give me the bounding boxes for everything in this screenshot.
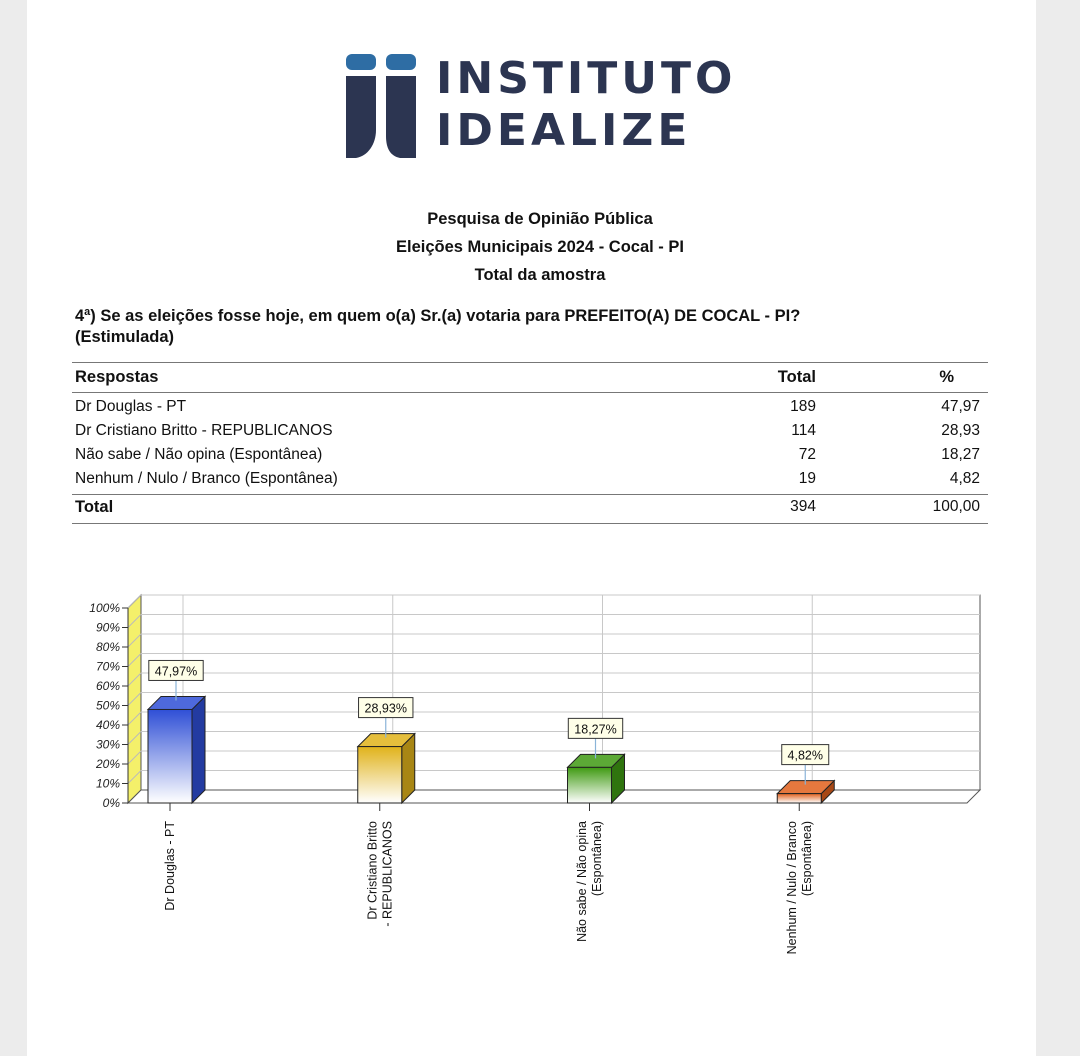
brand-line1: INSTITUTO <box>436 53 737 104</box>
y-tick-label: 100% <box>89 601 120 615</box>
category-label: (Espontânea) <box>590 821 604 897</box>
total-count: 394 <box>790 498 816 515</box>
survey-title: Pesquisa de Opinião Pública <box>427 210 653 228</box>
row-total: 19 <box>798 470 816 487</box>
category-label: Nenhum / Nulo / Branco <box>784 821 799 955</box>
header-percent: % <box>939 368 954 386</box>
row-answer: Não sabe / Não opina (Espontânea) <box>75 446 323 463</box>
question-line1: 4ª) Se as eleições fosse hoje, em quem o(a) Sr.(a) votaria para PREFEITO(A) DE COCAL - PI? <box>75 307 801 325</box>
header-respostas: Respostas <box>75 368 159 386</box>
sample-title: Total da amostra <box>474 266 606 284</box>
bar <box>358 747 402 803</box>
bar <box>777 794 821 803</box>
y-tick-label: 90% <box>95 620 120 635</box>
total-percent: 100,00 <box>932 498 980 515</box>
row-answer: Dr Cristiano Britto - REPUBLICANOS <box>75 422 333 439</box>
data-label: 18,27% <box>574 722 617 737</box>
row-percent: 4,82 <box>949 470 980 487</box>
bar <box>568 767 612 803</box>
row-total: 72 <box>798 446 816 463</box>
election-title: Eleições Municipais 2024 - Cocal - PI <box>396 238 684 256</box>
y-tick-label: 50% <box>95 698 120 713</box>
row-percent: 47,97 <box>941 398 980 415</box>
y-tick-label: 40% <box>95 718 120 732</box>
y-tick-label: 60% <box>95 679 120 693</box>
y-tick-label: 80% <box>95 640 120 654</box>
data-label: 28,93% <box>364 701 407 716</box>
question-line2: (Estimulada) <box>75 328 175 346</box>
row-percent: 28,93 <box>941 422 980 439</box>
category-label: Dr Cristiano Britto <box>365 821 380 920</box>
y-tick-label: 70% <box>95 659 120 674</box>
brand-line2: IDEALIZE <box>436 105 692 156</box>
bar <box>148 709 192 803</box>
data-label: 4,82% <box>787 748 823 763</box>
row-percent: 18,27 <box>941 446 980 463</box>
category-label: (Espontânea) <box>799 821 814 897</box>
chart-floor <box>128 790 980 803</box>
row-answer: Nenhum / Nulo / Branco (Espontânea) <box>75 470 338 487</box>
header-total: Total <box>777 368 816 386</box>
bar-side <box>192 696 205 803</box>
row-answer: Dr Douglas - PT <box>75 398 187 415</box>
category-label: Dr Douglas - PT <box>163 821 177 911</box>
y-tick-label: 0% <box>102 796 120 810</box>
category-label: - REPUBLICANOS <box>380 821 395 927</box>
category-label: Não sabe / Não opina <box>575 821 589 942</box>
data-label: 47,97% <box>154 664 198 679</box>
row-total: 189 <box>790 398 816 415</box>
y-tick-label: 30% <box>95 737 120 752</box>
total-label: Total <box>75 498 114 516</box>
y-tick-label: 20% <box>95 757 120 771</box>
row-total: 114 <box>791 422 816 439</box>
y-tick-label: 10% <box>95 776 120 791</box>
